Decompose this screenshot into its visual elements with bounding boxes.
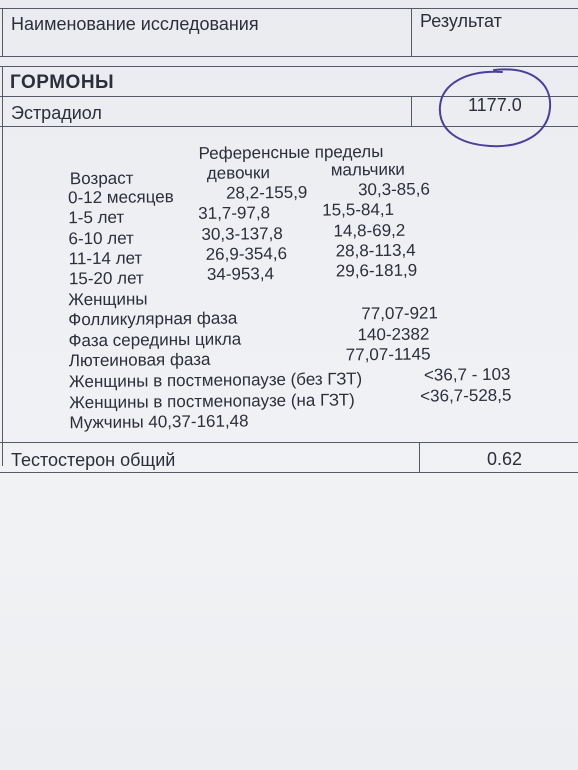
phase-label: Женщины в постменопаузе (на ГЗТ) <box>69 390 355 413</box>
ref-row-age: 11-14 лет <box>68 248 143 269</box>
column-header-result: Результат <box>420 11 502 31</box>
ref-row-age: 6-10 лет <box>68 228 134 249</box>
reference-men: Мужчины 40,37-161,48 <box>69 411 249 433</box>
ref-row-girls: 31,7-97,8 <box>198 203 271 223</box>
ref-row-boys: 14,8-69,2 <box>333 220 406 241</box>
testosterone-row-bottom-border <box>0 472 578 473</box>
phase-value: 140-2382 <box>357 324 430 345</box>
test-result-testosterone: 0.62 <box>487 449 523 469</box>
reference-title: Референсные пределы <box>198 141 384 163</box>
phase-value: <36,7-528,5 <box>420 385 512 406</box>
ref-row-girls: 30,3-137,8 <box>201 224 283 244</box>
test-name-estradiol: Эстрадиол <box>11 103 102 123</box>
phase-value: 77,07-1145 <box>345 344 431 365</box>
phase-value: <36,7 - 103 <box>423 364 511 385</box>
ref-row-girls: 26,9-354,6 <box>205 244 288 264</box>
phase-label: Фолликулярная фаза <box>68 308 238 330</box>
test-name-testosterone: Тестостерон общий <box>11 450 176 470</box>
phase-label: Лютеиновая фаза <box>68 349 211 371</box>
phase-value: 77,07-921 <box>361 303 438 324</box>
reference-boys-label: мальчики <box>330 159 405 180</box>
testosterone-column-divider <box>419 442 420 472</box>
ref-row-boys: 15,5-84,1 <box>322 199 395 220</box>
phase-label: Фаза середины цикла <box>68 329 242 351</box>
section-title: ГОРМОНЫ <box>10 72 115 93</box>
ref-row-boys: 30,3-85,6 <box>357 179 430 200</box>
ref-row-girls: 34-953,4 <box>206 264 275 284</box>
ref-row-age: 1-5 лет <box>68 207 125 228</box>
ref-row-girls: 28,2-155,9 <box>225 182 308 203</box>
ref-row-boys: 29,6-181,9 <box>335 260 418 281</box>
test-result-estradiol: 1177.0 <box>468 95 522 115</box>
ref-row-boys: 28,8-113,4 <box>335 240 416 261</box>
ref-row-age: 0-12 месяцев <box>67 187 174 208</box>
column-header-name: Наименование исследования <box>11 14 259 34</box>
reference-girls-label: девочки <box>206 163 271 183</box>
phase-label: Женщины в постменопаузе (без ГЗТ) <box>68 369 363 392</box>
reference-age-label: Возраст <box>69 168 134 189</box>
reference-women-label: Женщины <box>68 289 148 310</box>
ref-row-age: 15-20 лет <box>68 268 144 289</box>
testosterone-row-top-border <box>0 442 578 443</box>
